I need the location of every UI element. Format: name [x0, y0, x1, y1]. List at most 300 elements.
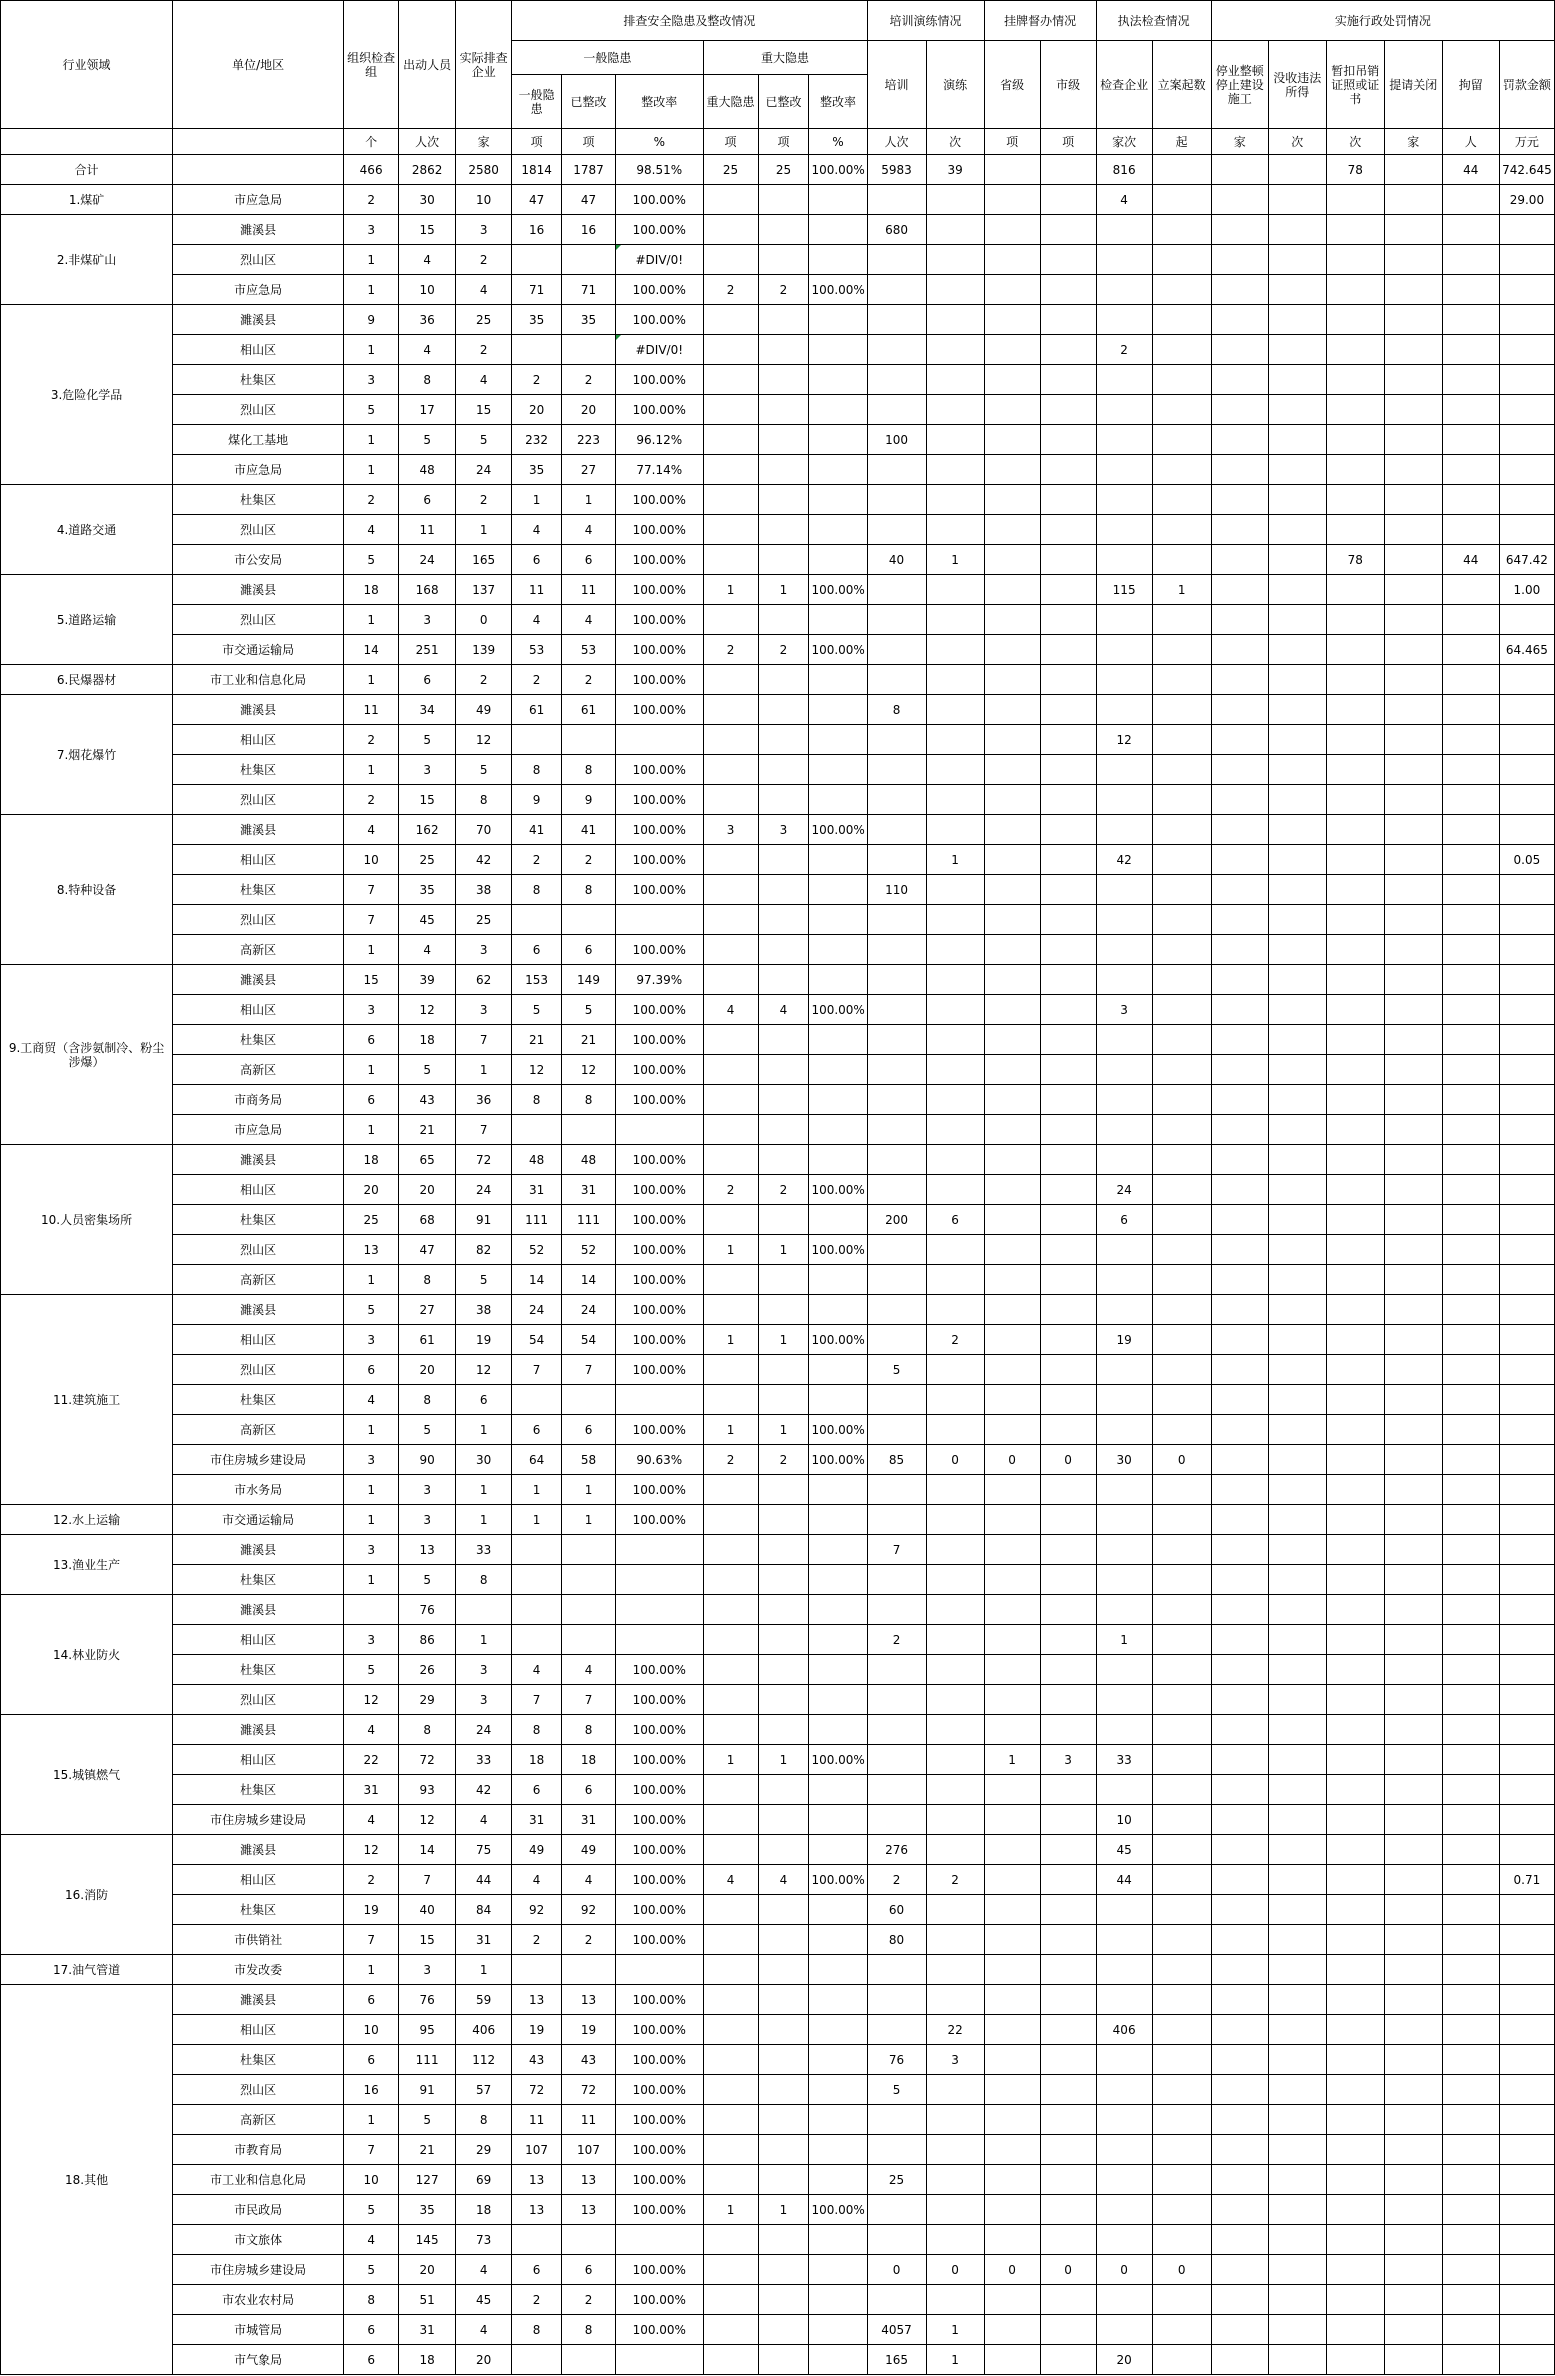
table-cell — [809, 1895, 867, 1925]
table-cell: 0 — [1152, 2255, 1211, 2285]
table-cell: 49 — [456, 695, 512, 725]
table-cell: 24 — [512, 1295, 562, 1325]
table-cell — [1096, 905, 1152, 935]
table-cell — [1211, 2105, 1268, 2135]
unit-name-cell: 杜集区 — [173, 875, 344, 905]
table-cell — [809, 485, 867, 515]
table-cell — [1384, 2315, 1442, 2345]
table-cell — [1268, 2195, 1326, 2225]
unit-name-cell: 市应急局 — [173, 275, 344, 305]
table-cell — [1442, 335, 1499, 365]
table-cell: 3 — [344, 1625, 399, 1655]
table-cell — [984, 1955, 1040, 1985]
table-cell — [809, 2225, 867, 2255]
table-cell — [1040, 965, 1096, 995]
table-cell — [984, 2345, 1040, 2375]
table-cell — [758, 2285, 809, 2315]
table-cell: 100.00% — [615, 635, 703, 665]
table-cell — [1211, 1415, 1268, 1445]
table-cell — [1442, 1895, 1499, 1925]
table-cell — [1326, 845, 1384, 875]
table-cell — [703, 1955, 758, 1985]
table-cell — [1268, 635, 1326, 665]
table-cell — [1211, 245, 1268, 275]
table-cell — [1326, 1775, 1384, 1805]
table-cell — [984, 1595, 1040, 1625]
unit-name-cell: 濉溪县 — [173, 575, 344, 605]
table-cell: 86 — [399, 1625, 456, 1655]
table-cell: 2 — [344, 785, 399, 815]
table-cell — [1152, 1235, 1211, 1265]
table-cell — [1442, 1805, 1499, 1835]
table-cell: 466 — [344, 155, 399, 185]
table-cell: 100.00% — [615, 2285, 703, 2315]
table-row — [1, 785, 1555, 815]
table-cell — [984, 2195, 1040, 2225]
unit-name-cell: 烈山区 — [173, 605, 344, 635]
table-cell — [1096, 1985, 1152, 2015]
table-cell — [809, 1625, 867, 1655]
table-cell — [1268, 1085, 1326, 1115]
table-cell — [1268, 2315, 1326, 2345]
table-cell — [926, 2165, 984, 2195]
table-cell — [867, 2285, 926, 2315]
table-cell: 3 — [399, 1955, 456, 1985]
table-cell: 49 — [562, 1835, 616, 1865]
table-cell — [1211, 725, 1268, 755]
table-cell — [703, 905, 758, 935]
table-cell — [984, 1655, 1040, 1685]
table-cell: 21 — [399, 2135, 456, 2165]
table-cell — [1096, 395, 1152, 425]
table-cell — [926, 935, 984, 965]
table-cell — [703, 1205, 758, 1235]
table-row — [1, 1205, 1555, 1235]
table-cell — [562, 1385, 616, 1415]
table-cell: 3 — [1096, 995, 1152, 1025]
table-cell — [984, 2015, 1040, 2045]
table-cell: 3 — [456, 215, 512, 245]
table-cell — [1096, 1475, 1152, 1505]
table-cell — [758, 455, 809, 485]
table-cell — [1211, 905, 1268, 935]
table-cell — [1442, 1925, 1499, 1955]
unit-name-cell: 相山区 — [173, 335, 344, 365]
header-city: 市级 — [1040, 41, 1096, 129]
table-cell — [1096, 485, 1152, 515]
table-cell — [1384, 2015, 1442, 2045]
table-cell — [1442, 875, 1499, 905]
header-major-hazard: 重大隐患 — [703, 41, 867, 75]
table-cell: 2 — [512, 845, 562, 875]
table-cell — [1211, 845, 1268, 875]
table-cell — [1096, 1535, 1152, 1565]
table-row — [1, 1655, 1555, 1685]
table-cell — [809, 1115, 867, 1145]
table-cell — [1384, 425, 1442, 455]
table-cell: 14 — [344, 635, 399, 665]
table-cell — [1268, 1745, 1326, 1775]
industry-cell: 16.消防 — [1, 1835, 173, 1955]
table-cell — [1268, 1565, 1326, 1595]
table-cell: 4 — [344, 1805, 399, 1835]
table-cell: 100.00% — [615, 605, 703, 635]
table-cell — [1384, 1895, 1442, 1925]
unit-name-cell: 市发改委 — [173, 1955, 344, 1985]
table-cell — [758, 2105, 809, 2135]
unit-name-cell: 濉溪县 — [173, 1715, 344, 1745]
table-cell — [1152, 2285, 1211, 2315]
table-cell — [1384, 2165, 1442, 2195]
table-cell — [1268, 215, 1326, 245]
table-cell — [1268, 395, 1326, 425]
table-cell: 1 — [344, 1955, 399, 1985]
table-cell — [1040, 1295, 1096, 1325]
table-cell — [1152, 1985, 1211, 2015]
table-cell: 4 — [1096, 185, 1152, 215]
table-cell — [1384, 2105, 1442, 2135]
table-row — [1, 1295, 1555, 1325]
table-cell — [926, 1535, 984, 1565]
table-cell: 1 — [344, 275, 399, 305]
table-cell — [615, 905, 703, 935]
table-cell — [926, 1175, 984, 1205]
table-cell — [1442, 2075, 1499, 2105]
table-cell: 4 — [562, 1865, 616, 1895]
table-cell: 76 — [867, 2045, 926, 2075]
table-row — [1, 2225, 1555, 2255]
unit-name-cell: 市交通运输局 — [173, 1505, 344, 1535]
table-cell — [867, 1235, 926, 1265]
unit-name-cell: 相山区 — [173, 1325, 344, 1355]
table-cell: 107 — [512, 2135, 562, 2165]
table-cell: 3 — [399, 1475, 456, 1505]
table-cell — [562, 1565, 616, 1595]
table-cell — [1268, 515, 1326, 545]
table-cell — [1096, 635, 1152, 665]
table-cell: 24 — [456, 1175, 512, 1205]
table-cell — [1499, 815, 1554, 845]
table-cell — [867, 575, 926, 605]
table-cell — [1040, 155, 1096, 185]
table-row — [1, 575, 1555, 605]
table-cell: 1 — [344, 1475, 399, 1505]
table-cell — [703, 485, 758, 515]
table-cell: 1 — [456, 1475, 512, 1505]
table-cell: 35 — [512, 455, 562, 485]
table-cell: 100.00% — [615, 1685, 703, 1715]
unit-cell: 项 — [703, 129, 758, 155]
unit-name-cell: 相山区 — [173, 725, 344, 755]
table-cell: 2 — [926, 1865, 984, 1895]
table-cell — [758, 215, 809, 245]
unit-name-cell: 濉溪县 — [173, 1595, 344, 1625]
table-cell — [1326, 1295, 1384, 1325]
table-cell — [1152, 2195, 1211, 2225]
table-cell — [926, 1235, 984, 1265]
table-cell: 2 — [344, 725, 399, 755]
table-cell — [1268, 1685, 1326, 1715]
table-cell — [1499, 755, 1554, 785]
table-row — [1, 425, 1555, 455]
table-cell — [809, 2015, 867, 2045]
table-cell: 14 — [562, 1265, 616, 1295]
table-cell — [758, 2015, 809, 2045]
table-cell — [1384, 1775, 1442, 1805]
table-cell — [1211, 485, 1268, 515]
unit-name-cell: 市农业农村局 — [173, 2285, 344, 2315]
header-penalty-section: 实施行政处罚情况 — [1211, 1, 1554, 41]
table-cell — [703, 1025, 758, 1055]
table-cell — [1096, 695, 1152, 725]
table-cell — [984, 155, 1040, 185]
table-cell — [1268, 905, 1326, 935]
table-cell — [1040, 725, 1096, 755]
industry-cell: 2.非煤矿山 — [1, 215, 173, 305]
table-cell — [1442, 1025, 1499, 1055]
table-cell — [1384, 785, 1442, 815]
table-cell — [1326, 1265, 1384, 1295]
table-cell — [984, 1895, 1040, 1925]
table-cell: 16 — [512, 215, 562, 245]
table-cell — [1211, 1085, 1268, 1115]
table-cell — [867, 1775, 926, 1805]
table-cell — [984, 1055, 1040, 1085]
table-row — [1, 905, 1555, 935]
table-cell — [1326, 1115, 1384, 1145]
unit-name-cell: 杜集区 — [173, 1895, 344, 1925]
table-cell — [984, 1565, 1040, 1595]
table-cell — [867, 2135, 926, 2165]
table-cell — [984, 305, 1040, 335]
unit-name-cell: 杜集区 — [173, 2045, 344, 2075]
table-cell: 1787 — [562, 155, 616, 185]
table-cell: 8 — [562, 755, 616, 785]
table-cell — [926, 1355, 984, 1385]
table-cell — [1499, 2135, 1554, 2165]
table-cell — [1152, 695, 1211, 725]
table-row — [1, 1385, 1555, 1415]
table-cell: 13 — [512, 2165, 562, 2195]
table-row — [1, 965, 1555, 995]
table-cell — [1499, 1505, 1554, 1535]
table-cell: 31 — [562, 1175, 616, 1205]
table-cell: 0 — [984, 2255, 1040, 2285]
table-cell — [809, 1355, 867, 1385]
table-cell: 100.00% — [615, 695, 703, 725]
table-cell: 2 — [758, 635, 809, 665]
table-cell — [1384, 605, 1442, 635]
table-cell — [926, 1295, 984, 1325]
table-cell — [984, 1235, 1040, 1265]
table-cell — [1326, 1655, 1384, 1685]
table-cell: 100.00% — [615, 215, 703, 245]
table-cell — [703, 1505, 758, 1535]
table-cell: 2 — [456, 245, 512, 275]
table-cell — [1442, 275, 1499, 305]
table-cell: 54 — [512, 1325, 562, 1355]
table-cell — [867, 935, 926, 965]
header-staff: 出动人员 — [399, 1, 456, 129]
table-cell — [173, 155, 344, 185]
table-cell — [1499, 1025, 1554, 1055]
table-row — [1, 215, 1555, 245]
table-cell: 153 — [512, 965, 562, 995]
table-cell — [984, 665, 1040, 695]
table-cell: 59 — [456, 1985, 512, 2015]
table-cell: 1 — [344, 1265, 399, 1295]
table-cell — [809, 1295, 867, 1325]
table-cell: 77.14% — [615, 455, 703, 485]
table-cell — [809, 1985, 867, 2015]
table-cell — [1499, 665, 1554, 695]
table-cell: 69 — [456, 2165, 512, 2195]
table-cell: 10 — [399, 275, 456, 305]
table-cell: 40 — [399, 1895, 456, 1925]
table-cell — [867, 815, 926, 845]
table-cell — [1384, 1355, 1442, 1385]
table-row — [1, 1115, 1555, 1145]
table-cell: 2 — [562, 845, 616, 875]
table-cell — [1442, 725, 1499, 755]
table-cell: 31 — [512, 1175, 562, 1205]
table-cell — [1384, 1325, 1442, 1355]
table-cell — [1326, 2225, 1384, 2255]
table-cell: 53 — [512, 635, 562, 665]
table-row — [1, 1595, 1555, 1625]
table-cell — [1326, 335, 1384, 365]
table-cell: 0 — [1040, 1445, 1096, 1475]
table-cell — [809, 1835, 867, 1865]
table-cell — [512, 1535, 562, 1565]
table-cell: 6 — [399, 485, 456, 515]
table-cell — [984, 425, 1040, 455]
table-cell — [1442, 485, 1499, 515]
table-cell — [512, 245, 562, 275]
table-row — [1, 305, 1555, 335]
table-cell: 31 — [399, 2315, 456, 2345]
unit-name-cell: 市住房城乡建设局 — [173, 2255, 344, 2285]
table-cell: 4 — [344, 515, 399, 545]
table-cell: 2 — [562, 665, 616, 695]
table-cell: 82 — [456, 1235, 512, 1265]
table-cell: 100.00% — [809, 575, 867, 605]
table-cell: 100.00% — [615, 1505, 703, 1535]
table-cell: 25 — [344, 1205, 399, 1235]
table-cell — [1040, 695, 1096, 725]
table-cell: 12 — [456, 725, 512, 755]
table-cell — [1040, 995, 1096, 1025]
table-cell — [758, 1895, 809, 1925]
table-cell — [1326, 785, 1384, 815]
table-cell: 39 — [399, 965, 456, 995]
table-cell — [1442, 1145, 1499, 1175]
table-cell — [984, 1415, 1040, 1445]
table-cell — [1442, 1595, 1499, 1625]
table-cell — [1384, 635, 1442, 665]
table-cell: 5 — [344, 2255, 399, 2285]
table-cell: 18 — [562, 1745, 616, 1775]
table-cell — [1442, 845, 1499, 875]
table-cell: 0 — [1152, 1445, 1211, 1475]
table-cell — [1384, 455, 1442, 485]
table-cell — [1040, 305, 1096, 335]
table-cell — [1442, 1535, 1499, 1565]
table-row — [1, 1145, 1555, 1175]
table-cell — [703, 2315, 758, 2345]
table-cell: 51 — [399, 2285, 456, 2315]
table-cell: 22 — [926, 2015, 984, 2045]
table-cell — [1152, 1475, 1211, 1505]
table-cell — [758, 1055, 809, 1085]
table-cell — [1040, 395, 1096, 425]
table-cell — [1442, 1355, 1499, 1385]
table-cell — [1152, 1715, 1211, 1745]
table-cell — [1442, 755, 1499, 785]
table-cell — [984, 1115, 1040, 1145]
table-cell — [809, 755, 867, 785]
table-cell — [984, 575, 1040, 605]
table-cell — [867, 1325, 926, 1355]
table-cell — [758, 605, 809, 635]
table-row — [1, 1565, 1555, 1595]
table-cell — [1442, 1955, 1499, 1985]
table-cell — [1326, 515, 1384, 545]
table-cell — [867, 1655, 926, 1685]
table-cell: 7 — [456, 1025, 512, 1055]
table-cell: 13 — [512, 1985, 562, 2015]
table-cell: 100.00% — [809, 1445, 867, 1475]
table-cell — [1326, 1955, 1384, 1985]
table-cell — [1442, 815, 1499, 845]
table-cell: 44 — [1442, 545, 1499, 575]
table-cell — [1268, 1655, 1326, 1685]
table-cell — [1499, 1625, 1554, 1655]
table-cell — [1211, 785, 1268, 815]
table-cell — [867, 1715, 926, 1745]
table-cell — [1499, 905, 1554, 935]
table-cell — [1096, 1685, 1152, 1715]
table-cell: 41 — [512, 815, 562, 845]
table-cell — [1268, 1265, 1326, 1295]
table-cell — [1326, 2255, 1384, 2285]
table-cell: 100.00% — [615, 1025, 703, 1055]
table-cell: 1 — [758, 1235, 809, 1265]
table-row — [1, 1745, 1555, 1775]
table-cell: 8 — [344, 2285, 399, 2315]
table-cell — [1326, 995, 1384, 1025]
table-cell — [1442, 995, 1499, 1025]
table-cell: 2 — [867, 1625, 926, 1655]
table-cell — [926, 995, 984, 1025]
table-cell — [1152, 995, 1211, 1025]
table-cell — [1096, 1895, 1152, 1925]
table-cell: 0.05 — [1499, 845, 1554, 875]
table-cell: 11 — [562, 2105, 616, 2135]
table-cell — [758, 725, 809, 755]
table-cell: 2 — [562, 1925, 616, 1955]
table-cell: 1 — [703, 575, 758, 605]
table-cell — [1096, 755, 1152, 785]
table-cell — [1040, 1895, 1096, 1925]
table-cell — [926, 1895, 984, 1925]
table-cell — [1040, 2285, 1096, 2315]
table-cell: 2 — [758, 1175, 809, 1205]
table-cell — [1096, 1655, 1152, 1685]
table-cell: 100.00% — [615, 575, 703, 605]
table-cell: 4 — [399, 935, 456, 965]
table-cell: 3 — [703, 815, 758, 845]
